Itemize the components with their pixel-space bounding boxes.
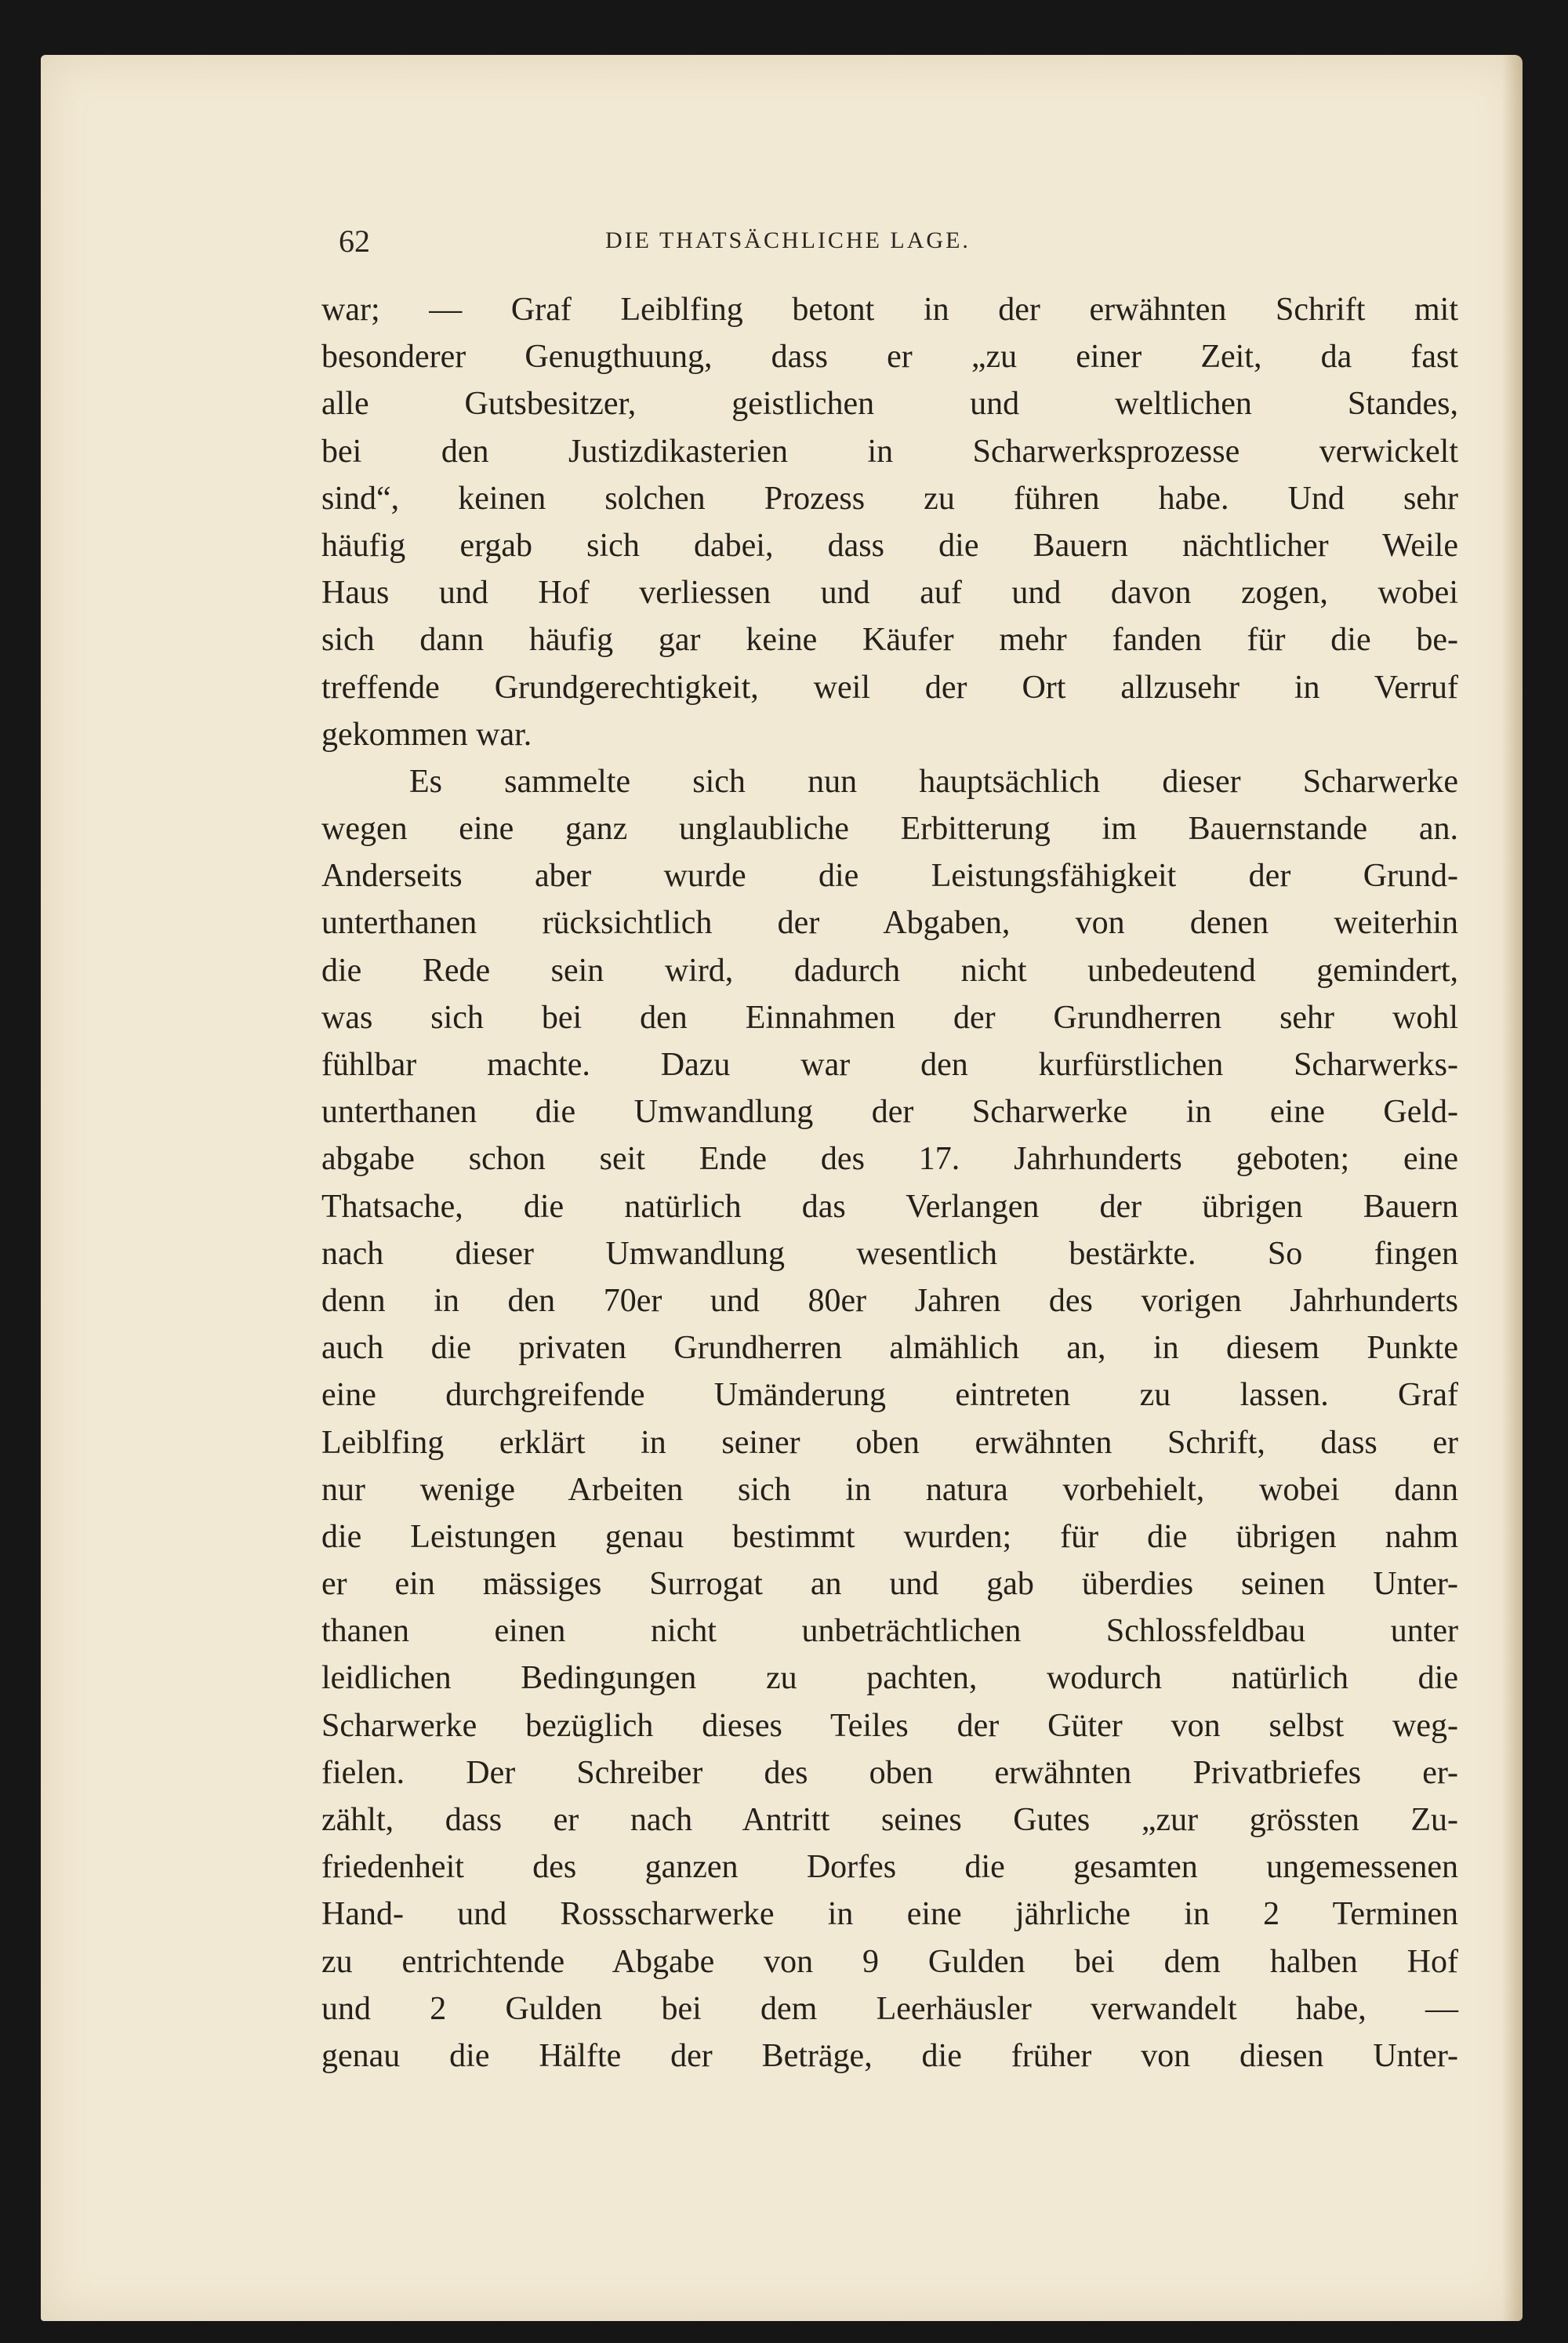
- text-line: zu entrichtende Abgabe von 9 Gulden bei dem halben Hof: [321, 1943, 1458, 1980]
- text-line: Leiblfing erklärt in seiner oben erwähnten Schrift, dass er: [321, 1424, 1458, 1461]
- text-line: unterthanen die Umwandlung der Scharwerke in eine Geld-: [321, 1094, 1458, 1131]
- text-line: zählt, dass er nach Antritt seines Gutes „zur grössten Zu-: [321, 1802, 1458, 1838]
- text-line: eine durchgreifende Umänderung eintreten zu lassen. Graf: [321, 1377, 1458, 1414]
- page-number: 62: [339, 223, 370, 259]
- text-line: war; — Graf Leiblfing betont in der erwähnten Schrift mit: [321, 292, 1458, 328]
- text-line: wegen eine ganz unglaubliche Erbitterung im Bauernstande an.: [321, 811, 1458, 848]
- text-line: leidlichen Bedingungen zu pachten, wodurch natürlich die: [321, 1660, 1458, 1697]
- text-line: Thatsache, die natürlich das Verlangen der übrigen Bauern: [321, 1188, 1458, 1225]
- text-line: nach dieser Umwandlung wesentlich bestärkte. So fingen: [321, 1235, 1458, 1272]
- running-title: DIE THATSÄCHLICHE LAGE.: [605, 227, 971, 253]
- text-line: fielen. Der Schreiber des oben erwähnten Privatbriefes er-: [321, 1754, 1458, 1791]
- text-line: thanen einen nicht unbeträchtlichen Schlossfeldbau unter: [321, 1613, 1458, 1650]
- text-line: unterthanen rücksichtlich der Abgaben, von denen weiterhin: [321, 905, 1458, 942]
- text-line: die Rede sein wird, dadurch nicht unbedeutend gemindert,: [321, 952, 1458, 989]
- text-line: auch die privaten Grundherren almählich an, in diesem Punkte: [321, 1330, 1458, 1367]
- text-line: sich dann häufig gar keine Käufer mehr fanden für die be-: [321, 622, 1458, 659]
- text-line: besonderer Genugthuung, dass er „zu einer Zeit, da fast: [321, 339, 1458, 376]
- text-line: und 2 Gulden bei dem Leerhäusler verwandelt habe, —: [321, 1990, 1458, 2027]
- text-line: Haus und Hof verliessen und auf und davon zogen, wobei: [321, 575, 1458, 612]
- text-line: die Leistungen genau bestimmt wurden; für die übrigen nahm: [321, 1518, 1458, 1555]
- text-line: er ein mässiges Surrogat an und gab überdies seinen Unter-: [321, 1566, 1458, 1603]
- text-line: Hand- und Rossscharwerke in eine jährliche in 2 Terminen: [321, 1896, 1458, 1933]
- text-line: denn in den 70er und 80er Jahren des vorigen Jahrhunderts: [321, 1282, 1458, 1319]
- text-line: sind“, keinen solchen Prozess zu führen habe. Und sehr: [321, 480, 1458, 517]
- text-line: Anderseits aber wurde die Leistungsfähigkeit der Grund-: [321, 858, 1458, 895]
- text-line: Scharwerke bezüglich dieses Teiles der Güter von selbst weg-: [321, 1707, 1458, 1744]
- paragraph-start-line: Es sammelte sich nun hauptsächlich dieser Scharwerke: [409, 763, 1458, 800]
- text-line: treffende Grundgerechtigkeit, weil der Ort allzusehr in Verruf: [321, 669, 1458, 706]
- text-line: nur wenige Arbeiten sich in natura vorbehielt, wobei dann: [321, 1471, 1458, 1508]
- text-line: abgabe schon seit Ende des 17. Jahrhunderts geboten; eine: [321, 1141, 1458, 1178]
- page-edge-shadow: [1502, 55, 1523, 2321]
- text-line: was sich bei den Einnahmen der Grundherren sehr wohl: [321, 999, 1458, 1036]
- text-line: bei den Justizdikasterien in Scharwerksprozesse verwickelt: [321, 433, 1458, 470]
- text-line: friedenheit des ganzen Dorfes die gesamten ungemessenen: [321, 1849, 1458, 1886]
- body-text: [321, 286, 1458, 2080]
- text-line: häufig ergab sich dabei, dass die Bauern nächtlicher Weile: [321, 527, 1458, 564]
- text-line: alle Gutsbesitzer, geistlichen und weltlichen Standes,: [321, 386, 1458, 423]
- text-line: fühlbar machte. Dazu war den kurfürstlichen Scharwerks-: [321, 1047, 1458, 1083]
- running-head: [339, 212, 1428, 267]
- paragraph-end-line: gekommen war.: [321, 716, 532, 753]
- text-line: genau die Hälfte der Beträge, die früher von diesen Unter-: [321, 2037, 1458, 2074]
